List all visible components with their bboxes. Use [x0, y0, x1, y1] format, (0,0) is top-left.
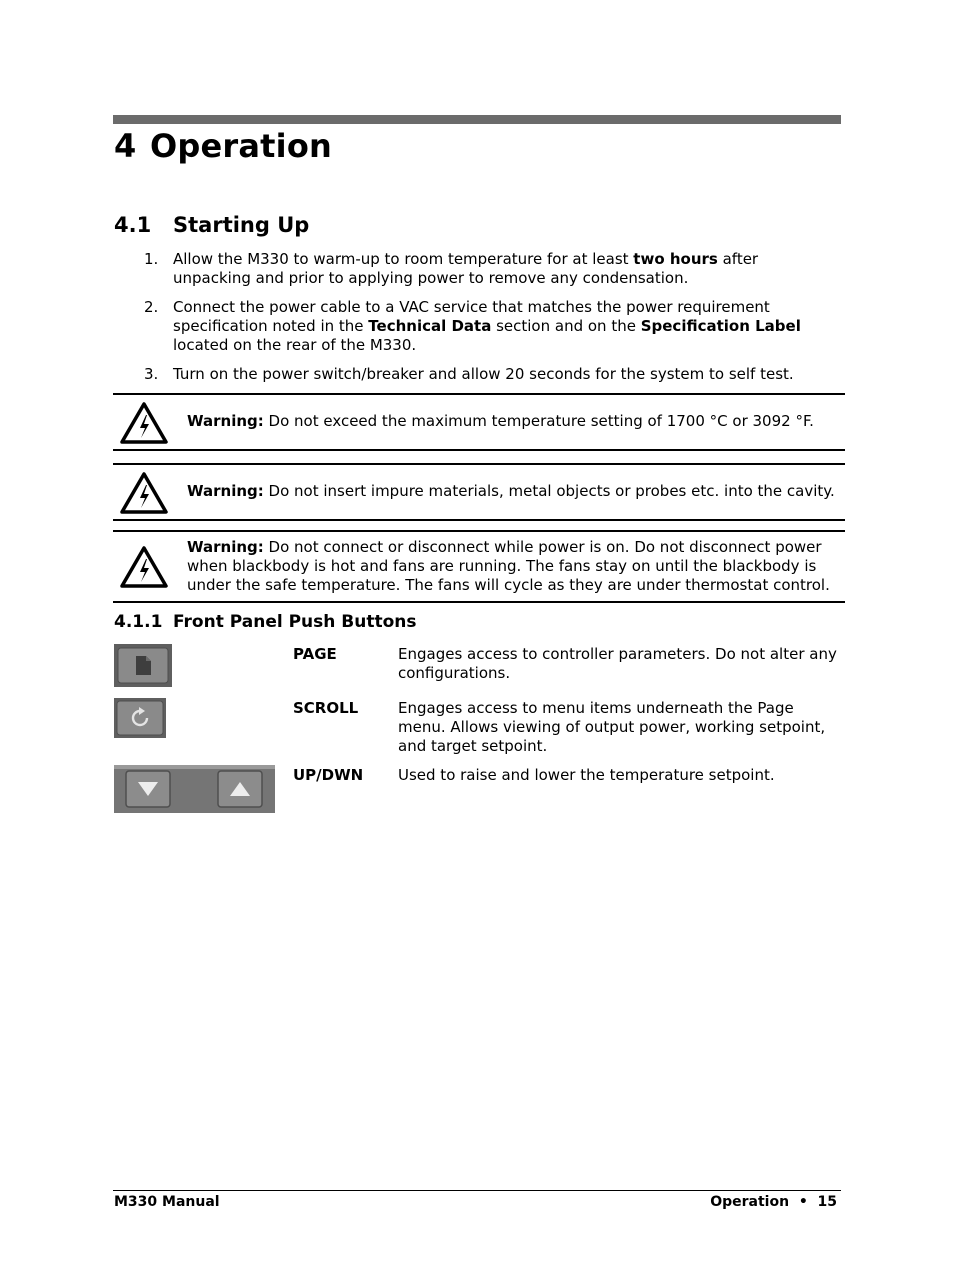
warning-box [113, 393, 845, 451]
subsection-number: 4.1.1 [114, 612, 163, 632]
scroll-button-description: Engages access to menu items underneath the Page menu. Allows viewing of output power, working setpoint, and target setpoint. [398, 699, 826, 755]
step-number: 1. [144, 250, 159, 268]
chapter-title-text: Operation [150, 127, 333, 165]
warning-message: Do not insert impure materials, metal objects or probes etc. into the cavity. [263, 482, 835, 500]
page-button-label: PAGE [293, 645, 337, 663]
high-voltage-warning-icon [119, 471, 169, 515]
step-text: Allow the M330 to warm-up to room temperature for at least [173, 250, 634, 268]
footer-section: Operation [710, 1194, 790, 1210]
step-item [144, 250, 824, 288]
step-text: Turn on the power switch/breaker and allow 20 seconds for the system to self test. [173, 365, 794, 383]
startup-steps [144, 250, 824, 394]
scroll-button-icon [114, 698, 166, 738]
section-title-text: Starting Up [173, 213, 310, 237]
page-button-icon [114, 644, 172, 687]
warning-text [187, 538, 837, 595]
warning-label: Warning: [187, 412, 264, 430]
step-emphasis: Technical Data [368, 317, 492, 335]
warning-message: Do not connect or disconnect while power is on. Do not disconnect power when blackbody is hot and fans are running. The fans stay on until the blackbody is under the safe temperature. The fans will cycle as they are under thermostat control. [187, 538, 830, 594]
chapter-number: 4 [114, 127, 137, 165]
step-number: 3. [144, 365, 159, 383]
up-down-button-description: Used to raise and lower the temperature setpoint. [398, 766, 775, 784]
footer-rule [113, 1190, 841, 1191]
up-down-button-label: UP/DWN [293, 766, 364, 784]
footer-manual-title: M330 Manual [114, 1194, 220, 1210]
step-text: section and on the [491, 317, 641, 335]
warning-box [113, 530, 845, 603]
subsection-title-text: Front Panel Push Buttons [173, 612, 417, 632]
section-title [114, 213, 309, 237]
chapter-rule [113, 115, 841, 124]
footer-page-info [710, 1194, 837, 1210]
step-item [144, 365, 824, 384]
section-number: 4.1 [114, 213, 152, 237]
subsection-title [114, 612, 417, 632]
step-emphasis: two hours [633, 250, 718, 268]
step-item [144, 298, 824, 355]
warning-box [113, 463, 845, 521]
step-number: 2. [144, 298, 159, 316]
step-text: after unpacking and prior to applying power to remove any condensation. [173, 250, 759, 287]
warning-text [187, 482, 837, 501]
up-down-button-icon [114, 765, 275, 813]
step-text: Connect the power cable to a VAC service that matches the power requirement specification noted in the [173, 298, 770, 335]
scroll-button-label: SCROLL [293, 699, 359, 717]
footer-separator: • [798, 1194, 808, 1210]
page-button-description: Engages access to controller parameters. Do not alter any configurations. [398, 645, 837, 682]
high-voltage-warning-icon [119, 545, 169, 589]
warning-text [187, 412, 837, 431]
high-voltage-warning-icon [119, 401, 169, 445]
footer-page-number: 15 [817, 1194, 837, 1210]
chapter-title [114, 127, 332, 165]
warning-label: Warning: [187, 538, 264, 556]
step-emphasis: Specification Label [640, 317, 801, 335]
step-text: located on the rear of the M330. [173, 336, 417, 354]
warning-label: Warning: [187, 482, 264, 500]
warning-message: Do not exceed the maximum temperature setting of 1700 °C or 3092 °F. [263, 412, 814, 430]
